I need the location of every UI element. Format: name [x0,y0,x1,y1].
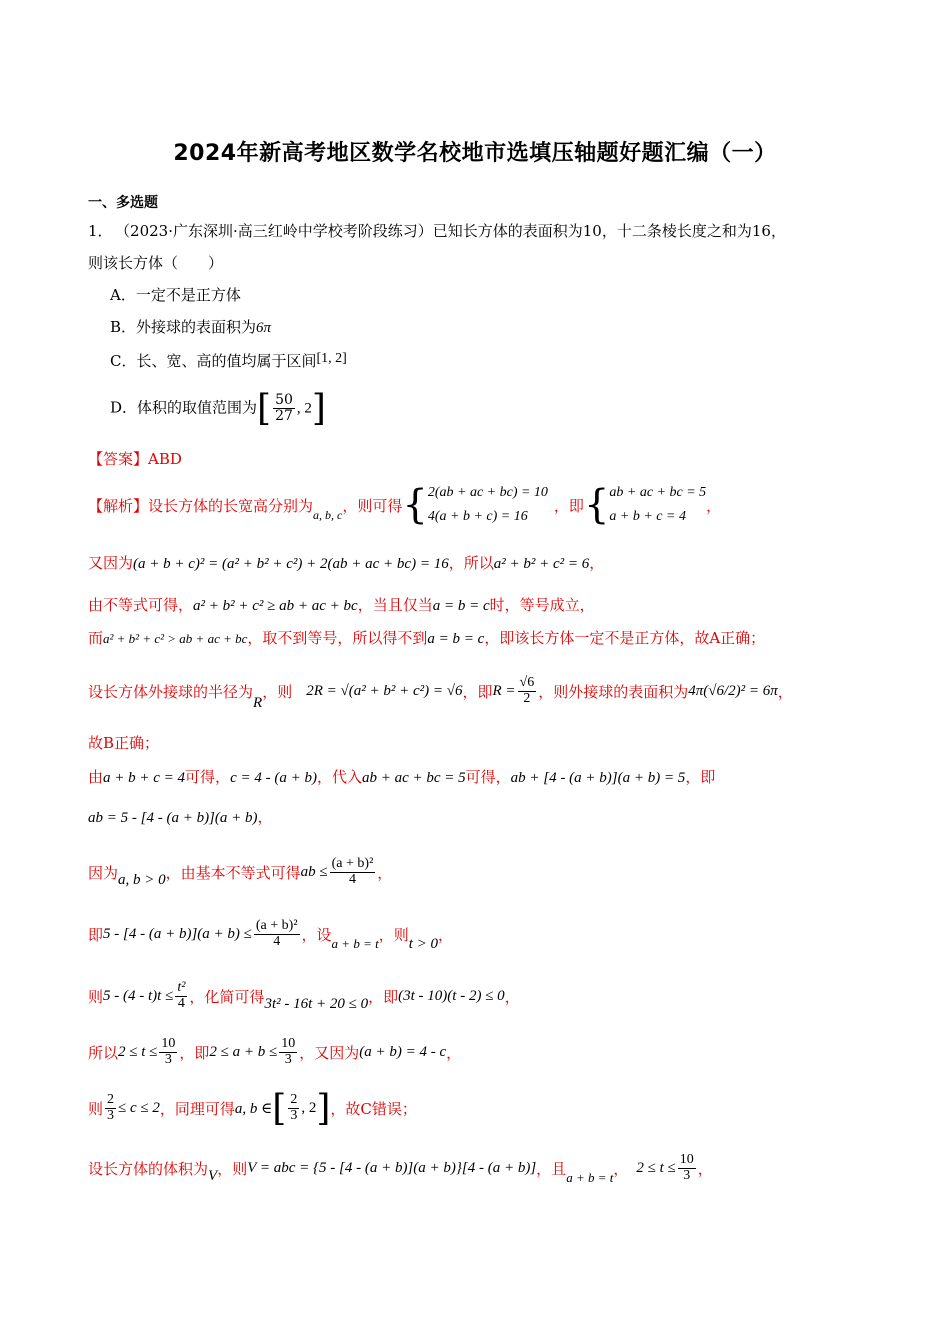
analysis-line-5: 设长方体外接球的半径为 R ，则 2R = √(a² + b² + c²) = √6 ，即 R = $\frac{√6}{2}$ ，则外接球的表面积为 4π(√6/2)² = 6π ， [88,674,793,711]
page-title: 2024年新高考地区数学名校地市选填压轴题好题汇编（一） [173,141,777,166]
analysis-line-1: 【解析】 设长方体的长宽高分别为 a, b, c ，则可得 { 2(ab + ac + bc) = 10 4(a + b + c) = 16 ，即 { ab + ac + bc = 5 a + b + c = 4 ， [88,482,722,528]
analysis-line-10: 即 5 - [4 - (a + b)](a + b) ≤ $\frac{\text{(a + b)²}}{4}$ ，设 a + b = t ，则 t > 0 ， [88,917,454,952]
answer-line [88,448,182,469]
option-b: B．外接球的表面积为6π [110,318,272,336]
analysis-line-8: ab = 5 - [4 - (a + b)](a + b)， [88,808,273,826]
analysis-line-12: 所以 2 ≤ t ≤ $\frac{10}{3}$ ，即 2 ≤ a + b ≤ $\frac{10}{3}$ ，又因为 (a + b) = 4 - c ， [88,1035,462,1067]
analysis-line-9: 因为 a, b > 0 ，由基本不等式可得 ab ≤ $\frac{\text{(a + b)²}}{4}$ ， [88,855,393,888]
analysis-line-7: 由a + b + c = 4可得，c = 4 - (a + b)，代入ab + ac + bc = 5可得，ab + [4 - (a + b)](a + b) = 5，即 [88,768,716,786]
analysis-line-6: 故B正确； [88,734,160,752]
analysis-line-11: 则 5 - (4 - t)t ≤ $\frac{\text{t²}}{4}$ ，化简可得 3t² - 16t + 20 ≤ 0 ，即 (3t - 10)(t - 2) ≤ 0 ， [88,979,520,1012]
question-number: 1． [88,222,113,240]
option-d: D．体积的取值范围为[ $\frac{50}{27}$ , 2] [110,388,326,429]
analysis-line-3: 由不等式可得，a² + b² + c² ≥ ab + ac + bc，当且仅当a = b = c时，等号成立， [88,596,595,614]
option-c: C．长、宽、高的值均属于区间[1, 2] [110,351,347,370]
analysis-tag: 【解析】 [88,496,149,515]
answer-tag: 【答案】 [88,450,149,468]
option-a: A．一定不是正方体 [110,286,241,304]
question-stem-line2: 则该长方体（ ） [88,254,224,272]
analysis-line-2: 又因为(a + b + c)² = (a² + b² + c²) + 2(ab + ac + bc) = 16，所以a² + b² + c² = 6， [88,554,605,572]
question-stem-line1: 已知长方体的表面积为10，十二条棱长度之和为16， [432,222,786,240]
question-source: （2023·广东深圳·高三红岭中学校考阶段练习） [122,222,433,240]
analysis-line-13: 则 $\frac{2}{3}$ ≤ c ≤ 2 ，同理可得 a, b ∈ [ $\frac{2}{3}$ , 2 ] ，故C错误； [88,1087,417,1129]
question-stem [88,220,786,241]
analysis-line-4: 而a² + b² + c² > ab + ac + bc，取不到等号，所以得不到a = b = c，即该长方体一定不是正方体，故A正确； [88,629,766,647]
analysis-line-14: 设长方体的体积为 V ，则 V = abc = {5 - [4 - (a + b)](a + b)}[4 - (a + b)] ，且 a + b = t ， 2 ≤ t ≤ $\frac{10}{3}$ ， [88,1151,713,1185]
section-heading: 一、多选题 [88,195,158,211]
answer-value: ABD [148,450,182,468]
